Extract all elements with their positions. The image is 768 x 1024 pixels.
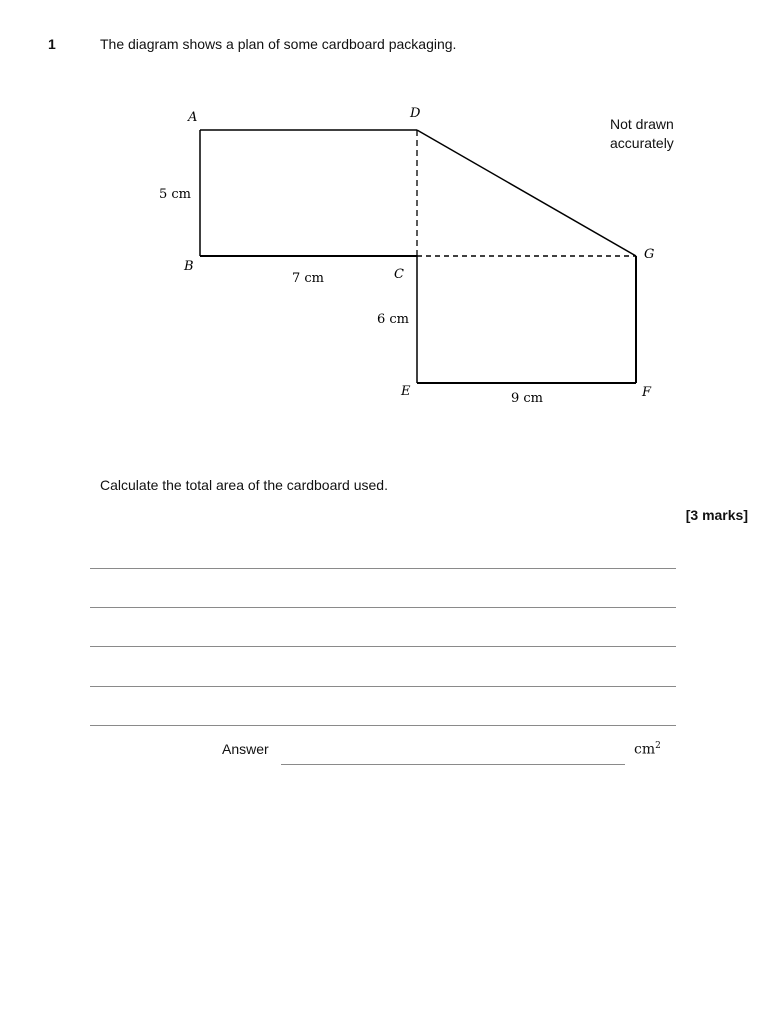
- marks-label: [3 marks]: [685, 507, 748, 523]
- dimension-CE: 6 cm: [377, 312, 410, 327]
- label-E: E: [401, 384, 411, 399]
- label-A: A: [188, 110, 198, 125]
- unit-power: 2: [655, 741, 661, 751]
- packaging-diagram: [0, 0, 768, 440]
- dimension-BC: 7 cm: [292, 271, 325, 286]
- not-drawn-line2: accurately: [610, 135, 674, 151]
- label-F: F: [642, 385, 652, 400]
- dimension-AB: 5 cm: [159, 187, 192, 202]
- working-line[interactable]: [90, 646, 676, 647]
- dimension-EF: 9 cm: [511, 391, 544, 406]
- label-B: B: [184, 259, 194, 274]
- label-C: C: [394, 267, 404, 282]
- working-line[interactable]: [90, 568, 676, 569]
- working-line[interactable]: [90, 686, 676, 687]
- edge-DG: [417, 130, 636, 256]
- working-line[interactable]: [90, 607, 676, 608]
- working-line[interactable]: [90, 725, 676, 726]
- question-number: 1: [48, 36, 56, 52]
- question-text: The diagram shows a plan of some cardboard packaging.: [100, 36, 457, 52]
- unit-text: cm: [634, 741, 656, 758]
- label-D: D: [410, 106, 421, 121]
- label-G: G: [644, 247, 655, 262]
- answer-label: Answer: [222, 741, 269, 757]
- instruction-text: Calculate the total area of the cardboard used.: [100, 477, 388, 493]
- not-drawn-note: [610, 115, 674, 153]
- answer-field[interactable]: [281, 764, 625, 765]
- answer-unit: [634, 741, 661, 758]
- not-drawn-line1: Not drawn: [610, 116, 674, 132]
